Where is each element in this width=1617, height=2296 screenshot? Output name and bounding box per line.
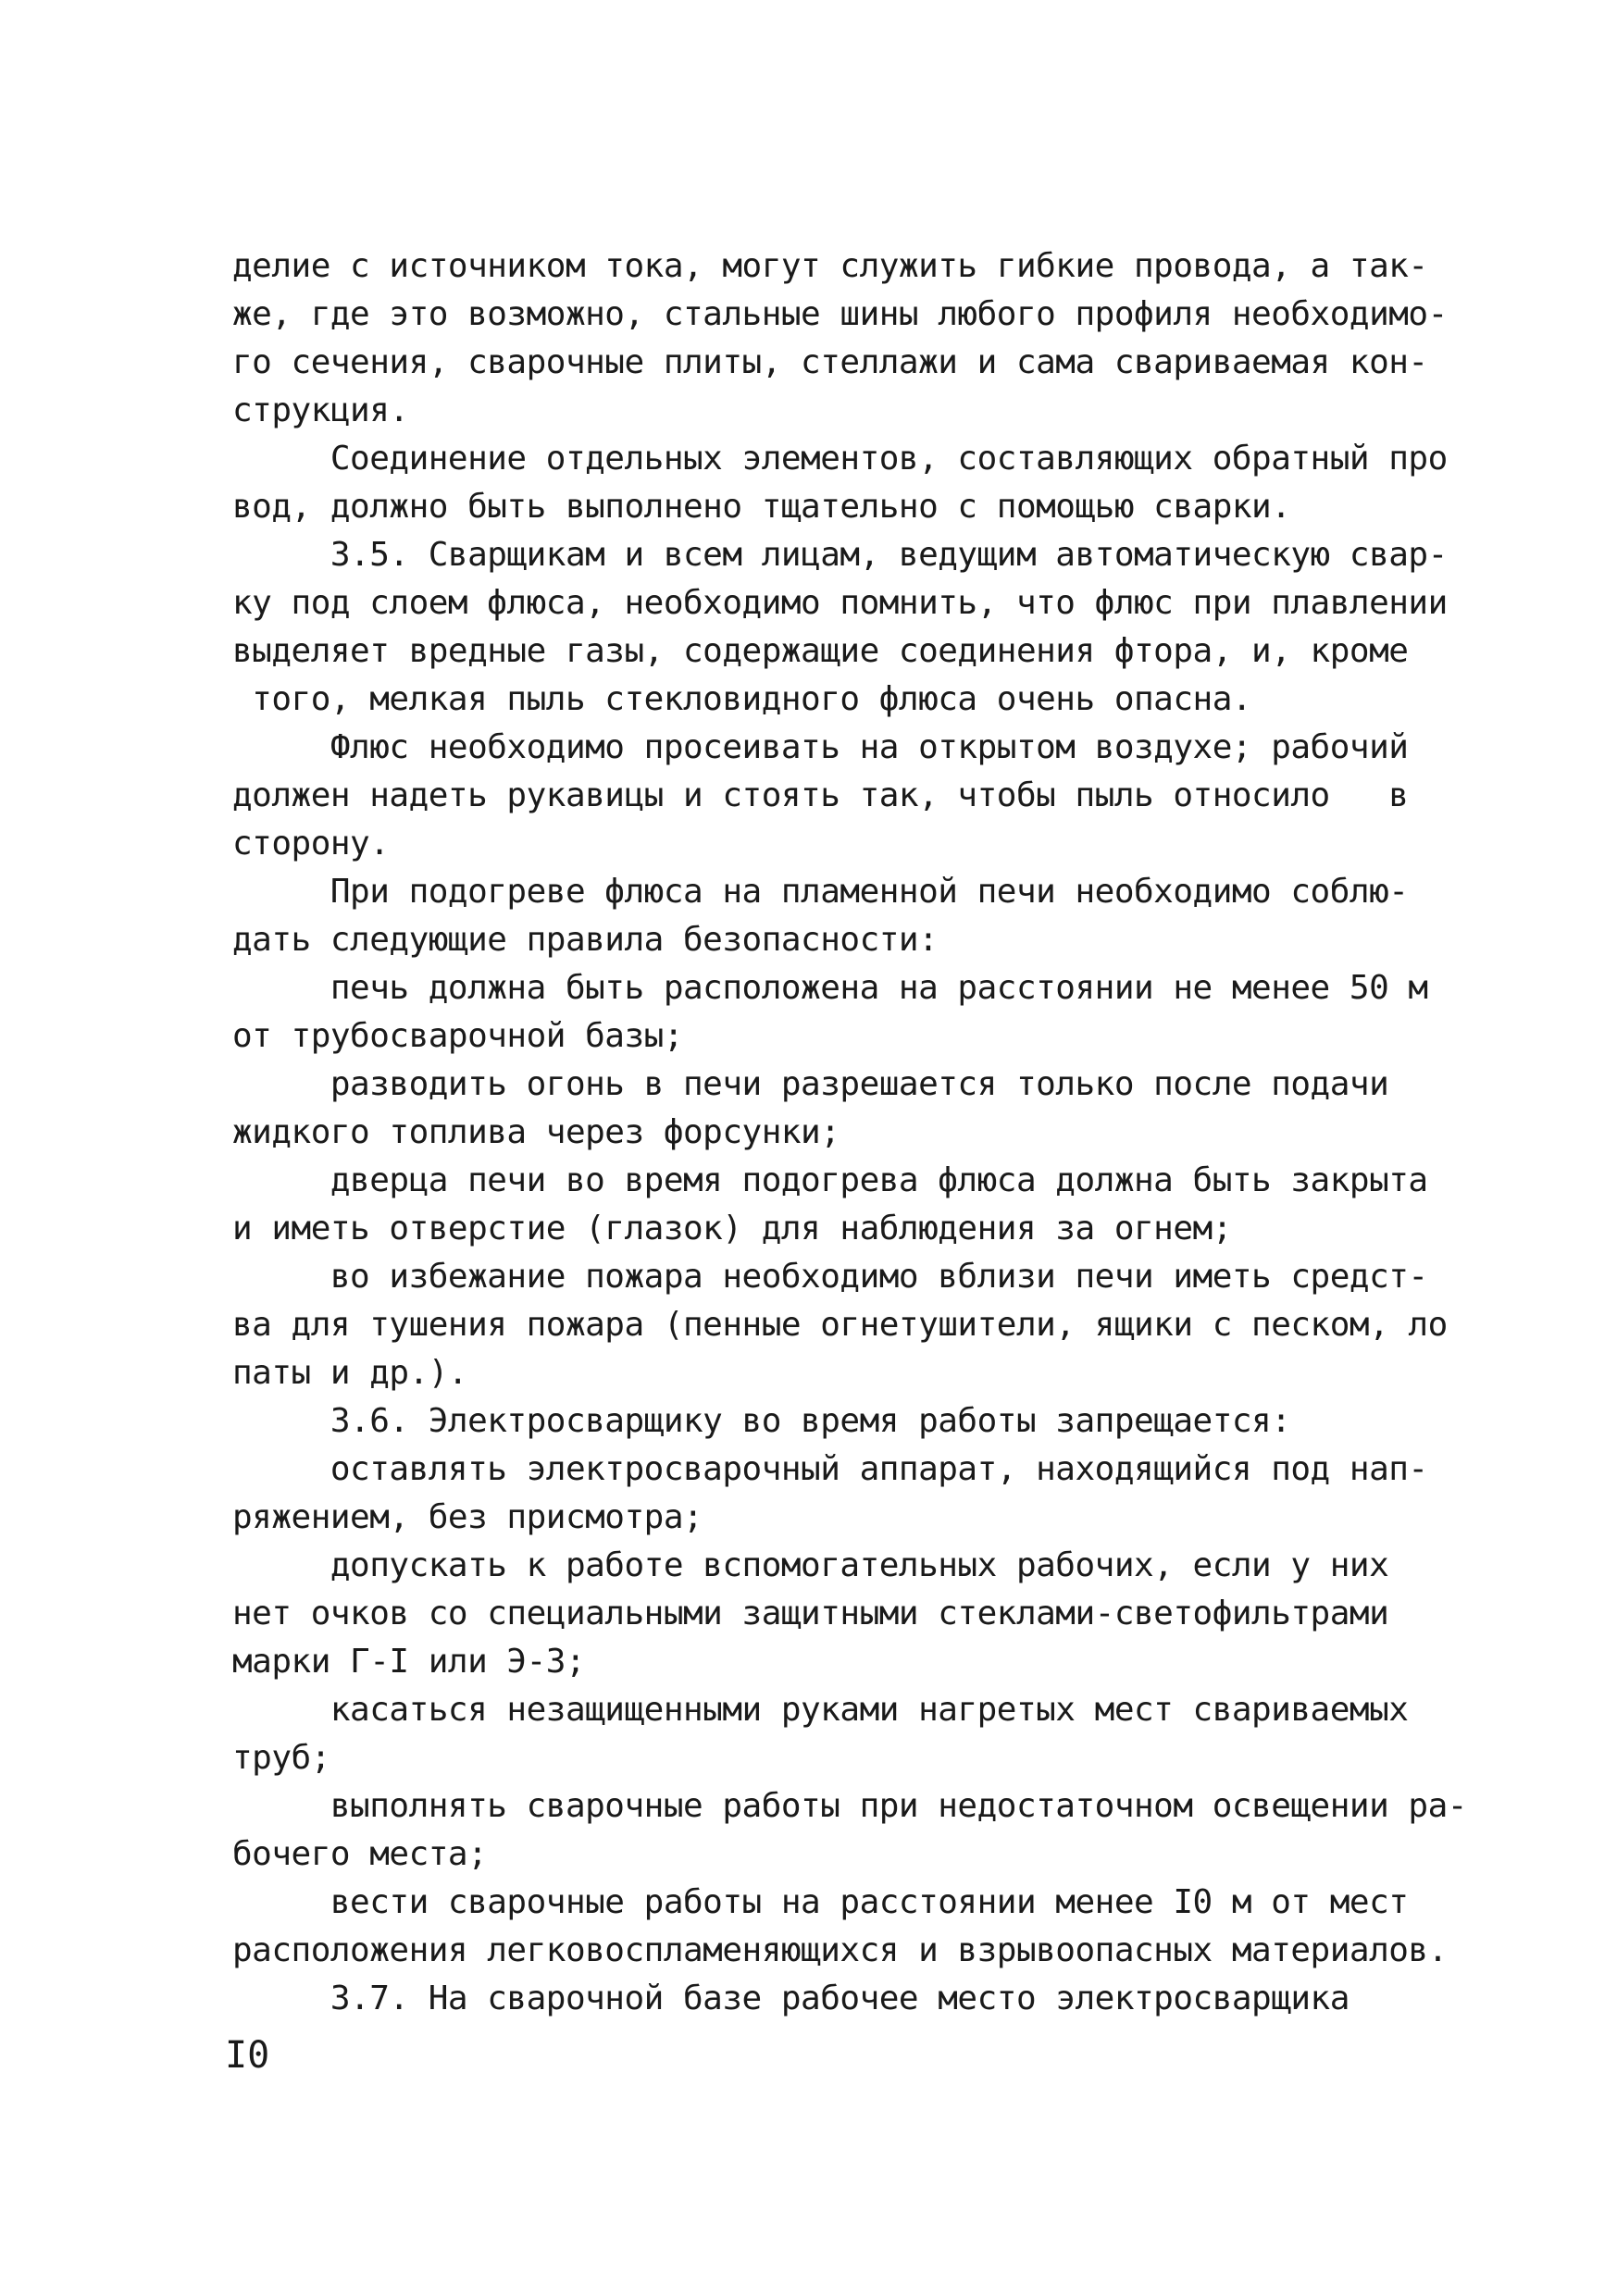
text-line: жидкого топлива через форсунки; [232,1113,840,1151]
text-line: При подогреве флюса на пламенной печи необходимо соблю- [232,873,1409,911]
text-line: печь должна быть расположена на расстоянии не менее 50 м [232,969,1428,1007]
text-line: и иметь отверстие (глазок) для наблюдения за огнем; [232,1210,1232,1247]
text-line: Соединение отдельных элементов, составляющих обратный про [232,440,1448,478]
text-line: разводить огонь в печи разрешается только после подачи [232,1065,1389,1103]
text-line: оставлять электросварочный аппарат, находящийся под нап- [232,1450,1428,1488]
text-line: дать следующие правила безопасности: [232,921,939,959]
text-line: ва для тушения пожара (пенные огнетушители, ящики с песком, ло [232,1306,1448,1344]
text-line: касаться незащищенными руками нагретых мест свариваемых [232,1691,1409,1729]
text-line: 3.6. Электросварщику во время работы запрещается: [232,1402,1291,1440]
text-line: марки Г-I или Э-3; [232,1643,586,1681]
text-line: струкция. [232,391,409,429]
text-line: сторону. [232,825,390,863]
text-line: от трубосварочной базы; [232,1017,683,1055]
text-line: выполнять сварочные работы при недостаточном освещении ра- [232,1787,1467,1825]
text-line: 3.5. Сварщикам и всем лицам, ведущим автоматическую свар- [232,536,1448,574]
text-line: того, мелкая пыль стекловидного флюса очень опасна. [232,680,1252,718]
text-line: бочего места; [232,1835,488,1873]
text-line: вести сварочные работы на расстоянии менее I0 м от мест [232,1883,1409,1921]
text-line: делие с источником тока, могут служить гибкие провода, а так- [232,247,1428,285]
text-line: го сечения, сварочные плиты, стеллажи и сама свариваемая кон- [232,343,1428,381]
text-line: же, где это возможно, стальные шины любого профиля необходимо- [232,295,1448,333]
page-number: I0 [225,2034,270,2077]
text-line: выделяет вредные газы, содержащие соединения фтора, и, кроме [232,632,1409,670]
text-line: 3.7. На сварочной базе рабочее место электросварщика [232,1980,1350,2017]
text-line: дверца печи во время подогрева флюса должна быть закрыта [232,1161,1428,1199]
text-line: ку под слоем флюса, необходимо помнить, что флюс при плавлении [232,584,1448,622]
text-line: паты и др.). [232,1354,468,1392]
body-text [232,242,1467,2023]
text-line: Флюс необходимо просеивать на открытом воздухе; рабочий [232,728,1409,766]
text-line: ряжением, без присмотра; [232,1498,703,1536]
text-line: вод, должно быть выполнено тщательно с помощью сварки. [232,488,1291,526]
text-line: труб; [232,1739,330,1777]
text-line: во избежание пожара необходимо вблизи печи иметь средст- [232,1258,1428,1296]
text-line: нет очков со специальными защитными стеклами-светофильтрами [232,1595,1389,1632]
text-line: допускать к работе вспомогательных рабочих, если у них [232,1546,1389,1584]
text-line: расположения легковоспламеняющихся и взрывоопасных материалов. [232,1931,1448,1969]
text-line: должен надеть рукавицы и стоять так, чтобы пыль относило в [232,776,1409,814]
